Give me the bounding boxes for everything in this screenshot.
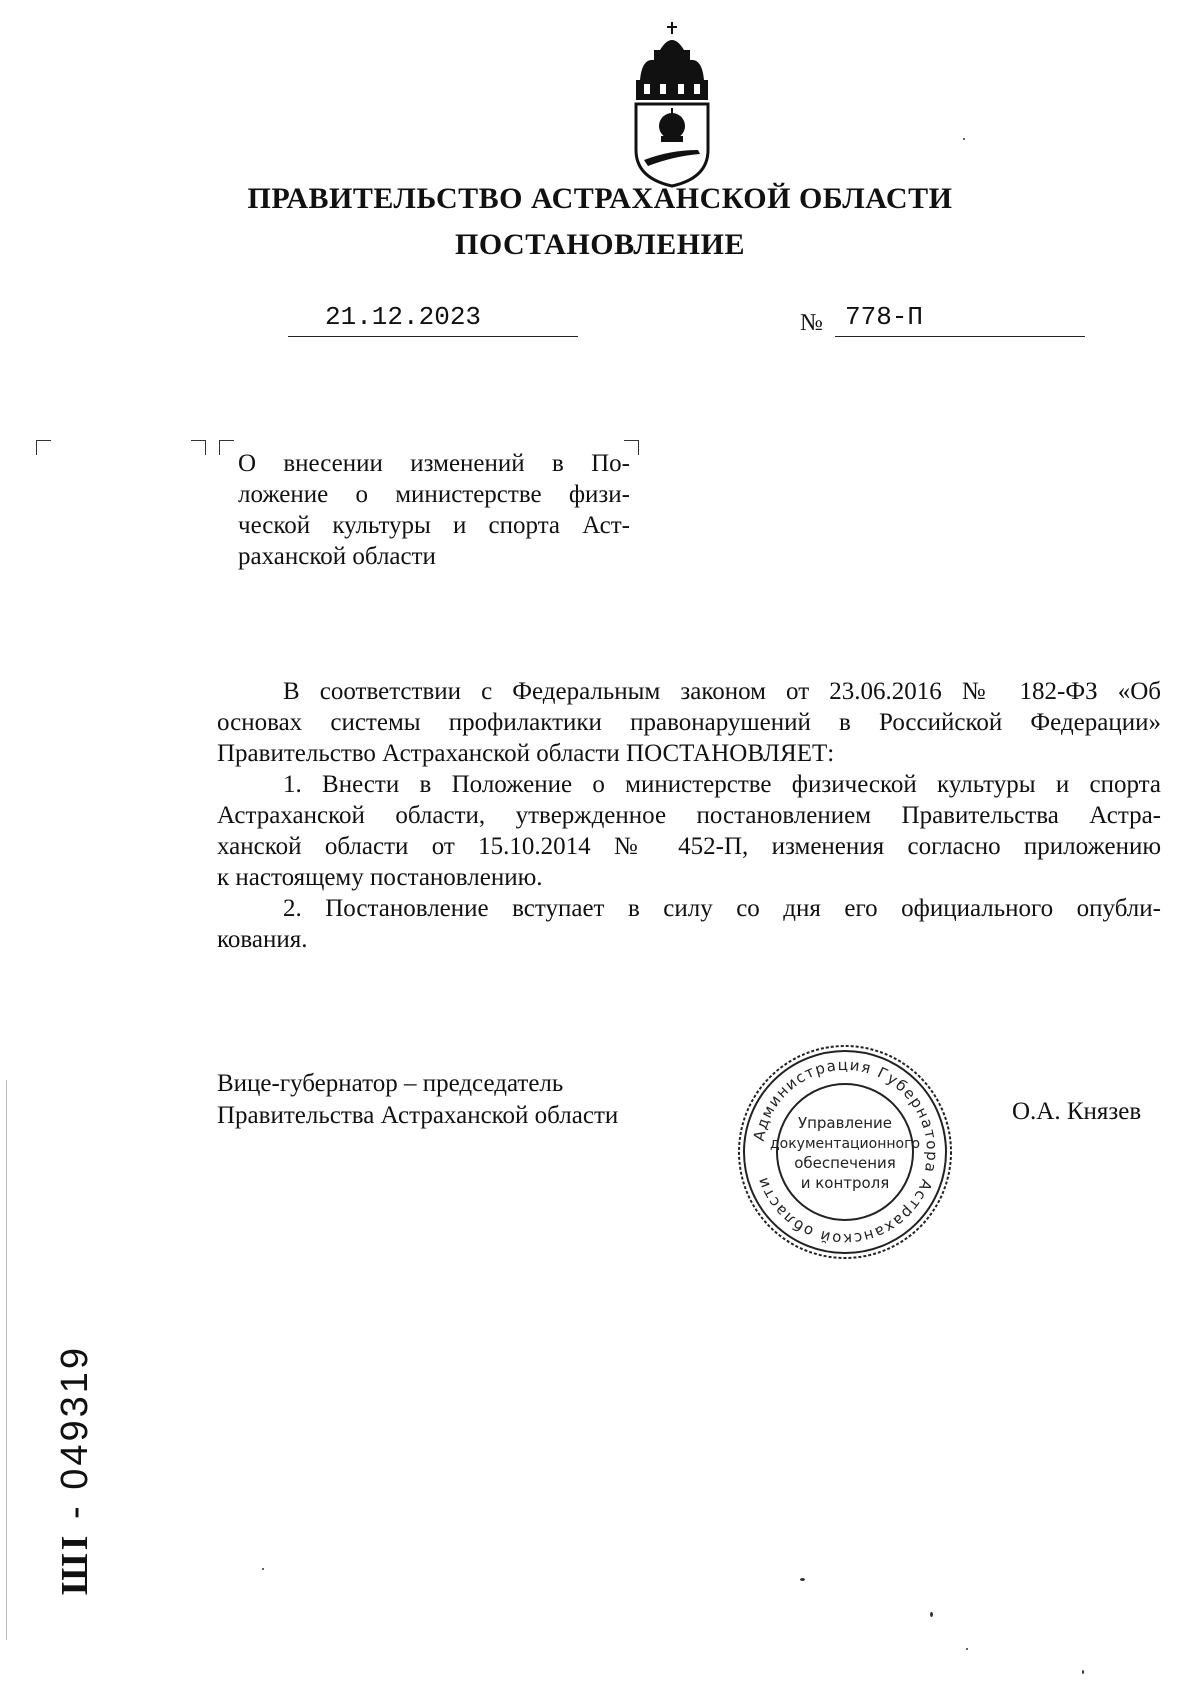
- scan-speck: [1082, 1670, 1084, 1674]
- item-1-line: к настоящему постановлению.: [217, 864, 543, 891]
- coat-of-arms-icon: [630, 20, 714, 190]
- document-type-title: ПОСТАНОВЛЕНИЕ: [455, 228, 745, 261]
- seal-ring-text: Администрация Губернатора Астраханской области: [749, 1055, 942, 1249]
- item-2-line: 2. Постановление вступает в силу со дня его официального опубли-: [283, 895, 1161, 922]
- document-number: 778-П: [845, 302, 924, 332]
- number-sign: №: [800, 310, 823, 336]
- preamble-paragraph: [217, 676, 1161, 769]
- seal-center-line: обеспечения: [794, 1154, 896, 1172]
- document-subject: [238, 448, 630, 572]
- scan-speck: [262, 1568, 264, 1570]
- scan-speck: [966, 1648, 968, 1650]
- serial-series: ШI: [54, 1532, 96, 1596]
- scan-margin-line: [6, 1080, 7, 1640]
- subject-line: ческой культуры и спорта Аст-: [238, 512, 630, 539]
- seal-center-line: документационного: [769, 1136, 921, 1152]
- item-1-line: ханской области от 15.10.2014 № 452-П, изменения согласно приложению: [217, 833, 1161, 860]
- date-underline: [288, 336, 578, 338]
- document-date: 21.12.2023: [325, 302, 482, 332]
- preamble-line: основах системы профилактики правонарушений в Российской Федерации»: [217, 709, 1161, 736]
- scan-speck: [963, 138, 965, 140]
- official-seal-stamp: [735, 1042, 955, 1262]
- preamble-line: Правительство Астраханской области ПОСТАНОВЛЯЕТ:: [217, 740, 835, 767]
- document-body: [217, 676, 1161, 955]
- subject-line: О внесении изменений в По-: [238, 450, 630, 477]
- item-1-paragraph: [217, 769, 1161, 893]
- item-1-line: 1. Внести в Положение о министерстве физической культуры и спорта: [283, 771, 1161, 798]
- scan-speck: [930, 1612, 933, 1617]
- seal-center-line: Управление: [797, 1114, 893, 1132]
- subject-line: ложение о министерстве физи-: [238, 481, 630, 508]
- signer-title-line: Вице-губернатор – председатель: [217, 1070, 564, 1097]
- organization-title: ПРАВИТЕЛЬСТВО АСТРАХАНСКОЙ ОБЛАСТИ: [247, 182, 953, 215]
- corner-mark-inner-right: [191, 440, 206, 455]
- signer-title-line: Правительства Астраханской области: [217, 1102, 619, 1129]
- preamble-line: В соответствии с Федеральным законом от 23.06.2016 № 182-ФЗ «Об: [283, 678, 1161, 705]
- signer-name: О.А. Князев: [1012, 1098, 1142, 1125]
- number-underline: [835, 336, 1085, 338]
- item-2-paragraph: [217, 893, 1161, 955]
- signer-title: [217, 1068, 618, 1132]
- subject-line: раханской области: [238, 543, 436, 570]
- serial-dash: -: [54, 1503, 96, 1519]
- seal-center-line: и контроля: [800, 1174, 890, 1192]
- corner-mark-left: [36, 440, 51, 455]
- form-serial-number: [45, 1320, 105, 1620]
- corner-mark-subject-left: [219, 440, 234, 455]
- item-1-line: Астраханской области, утвержденное постановлением Правительства Астра-: [217, 802, 1161, 829]
- scan-speck: [800, 1578, 805, 1581]
- serial-number: 049319: [54, 1344, 96, 1490]
- item-2-line: кования.: [217, 926, 308, 953]
